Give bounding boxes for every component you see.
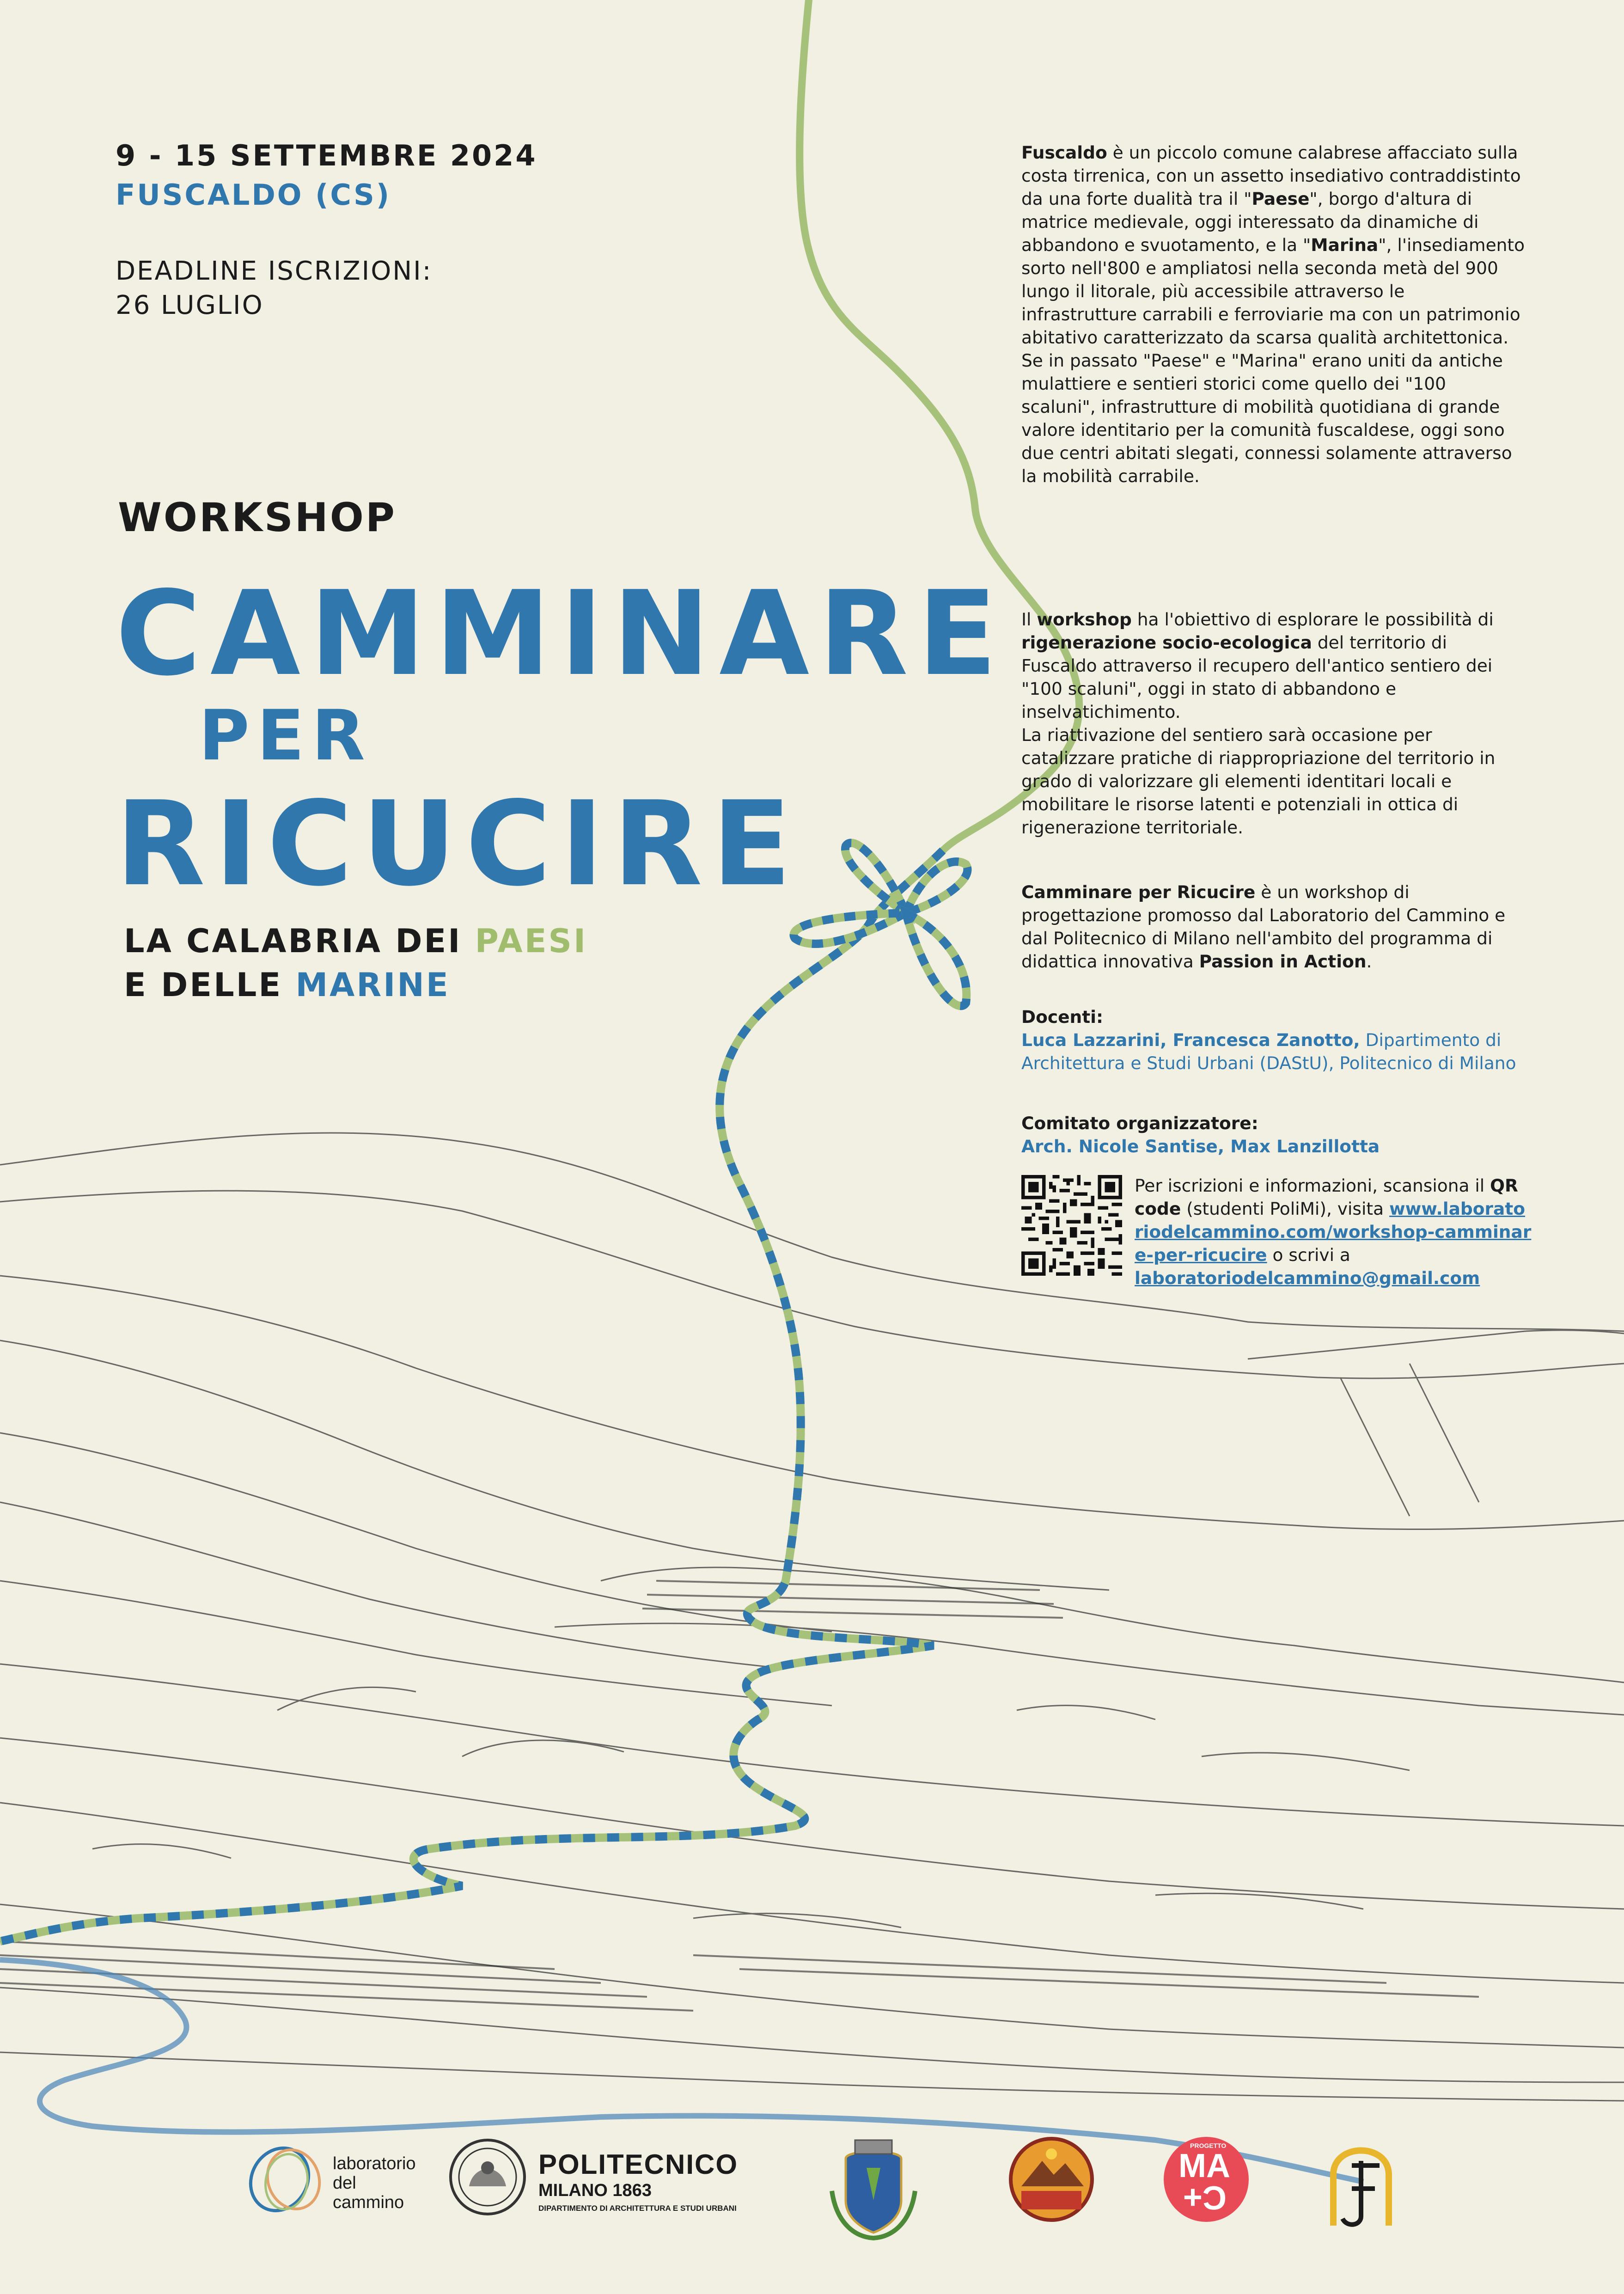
docenti-section [1021, 1005, 1525, 1075]
comitato-names: Arch. Nicole Santise, Max Lanzillotta [1021, 1136, 1380, 1156]
logo-progetto-mac [1158, 2135, 1255, 2223]
workshop-link[interactable]: www.laboratoriodelcammino.com/workshop-camminare-per-ricucire [1135, 1199, 1532, 1265]
subtitle-2-accent: MARINE [295, 966, 450, 1004]
event-dates: 9 - 15 SETTEMBRE 2024 [116, 139, 537, 172]
politecnico-name: POLITECNICO [538, 2149, 739, 2180]
comitato-label: Comitato organizzatore: [1021, 1113, 1258, 1133]
event-place: FUSCALDO (CS) [116, 178, 391, 212]
logo-escursionisti [1007, 2135, 1095, 2223]
subtitle-1-accent: PAESI [475, 922, 588, 960]
qr-info: Per iscrizioni e informazioni, scansiona il QR code (studenti PoliMi), visita www.laboratoriodelcammino.com/workshop-camminare-per-ricucire o scrivi a laboratoriodelcammino@gmail.com [1135, 1175, 1532, 1288]
qr-code[interactable] [1021, 1175, 1122, 1276]
bow-knot [794, 843, 967, 1006]
deadline [116, 254, 433, 323]
intro-paragraph: Fuscaldo è un piccolo comune calabrese affacciato sulla costa tirrenica, con un assetto insediativo contraddistinto da una forte dualità tra il "Paese", borgo d'altura di matrice medievale, oggi interessato da dinamiche di abbandono e svuotamento, e la "Marina", l'insediamento sorto nell'800 e ampliatosi nella seconda metà del 900 lungo il litorale, più accessibile attraverso le infrastrutture carrabili e ferroviarie ma con un patrimonio abitativo caratterizzato da scarsa qualità architettonica. Se in passato "Paese" e "Marina" erano uniti da antiche mulattiere e sentieri storici come quello dei "100 scaluni", infrastrutture di mobilità quotidiana di grande valore identitario per la comunità fuscaldese, oggi sono due centri abitati slegati, connessi solamente attraverso la mobilità carrabile. [1021, 142, 1525, 486]
docenti-affiliation: Dipartimento di Architettura e Studi Urbani (DAStU), Politecnico di Milano [1021, 1030, 1516, 1073]
deadline-date: 26 LUGLIO [116, 290, 264, 320]
docenti-names: Luca Lazzarini, Francesca Zanotto, [1021, 1030, 1360, 1050]
lab-text-2: del cammino [333, 2173, 404, 2212]
logo-politecnico [446, 2135, 788, 2219]
logo-laboratorio-del-cammino [238, 2135, 432, 2219]
striped-thread [0, 850, 943, 1941]
email-link[interactable]: laboratoriodelcammino@gmail.com [1135, 1268, 1480, 1288]
coat-of-arms-icon [827, 2131, 920, 2242]
logo-comune-fuscaldo [827, 2131, 920, 2242]
comitato-section [1021, 1112, 1525, 1158]
title-line-3: RICUCIRE [116, 777, 801, 912]
subtitle-line-1 [124, 922, 587, 960]
subtitle-2-text: E DELLE [124, 966, 296, 1004]
lab-cammino-icon [238, 2135, 330, 2219]
hiking-badge-icon [1007, 2135, 1095, 2223]
politecnico-city: MILANO 1863 [538, 2181, 652, 2200]
docenti-label: Docenti: [1021, 1007, 1104, 1027]
mac-text-2: C+ [1183, 2179, 1227, 2216]
subtitle-1-text: LA CALABRIA DEI [124, 922, 475, 960]
politecnico-dept: DIPARTIMENTO DI ARCHITETTURA E STUDI URBANI [538, 2204, 737, 2213]
deadline-label: DEADLINE ISCRIZIONI: [116, 256, 433, 286]
workshop-paragraph: Il workshop ha l'obiettivo di esplorare le possibilità di rigenerazione socio-ecologica del territorio di Fuscaldo attraverso il recupero dell'antico sentiero dei "100 scaluni", oggi in stato di abbandono e inselvatichimento. La riattivazione del sentiero sarà occasione per catalizzare pratiche di riappropriazione del territorio in grado di valorizzare gli elementi identitari locali e mobilitare le risorse latenti e potenziali in ottica di rigenerazione territoriale. [1021, 609, 1496, 838]
title-line-1: CAMMINARE [116, 566, 1007, 702]
mac-small-text: PROGETTO [1190, 2142, 1227, 2149]
f-monogram-icon [1315, 2133, 1407, 2230]
lab-cammino-text [333, 2154, 432, 2212]
politecnico-seal-icon [446, 2135, 529, 2219]
logo-f [1315, 2133, 1407, 2230]
mac-text-1: MA [1178, 2147, 1230, 2184]
workshop-kicker: WORKSHOP [118, 495, 397, 541]
lab-text-1: laboratorio [333, 2154, 416, 2173]
subtitle-line-2 [124, 966, 450, 1004]
promoters-paragraph: Camminare per Ricucire è un workshop di progettazione promosso dal Laboratorio del Cammino e dal Politecnico di Milano nell'ambito del programma di didattica innovativa Passion in Action. [1021, 882, 1506, 972]
village-hatching [0, 1581, 1479, 2011]
title-line-2: PER [199, 696, 372, 776]
